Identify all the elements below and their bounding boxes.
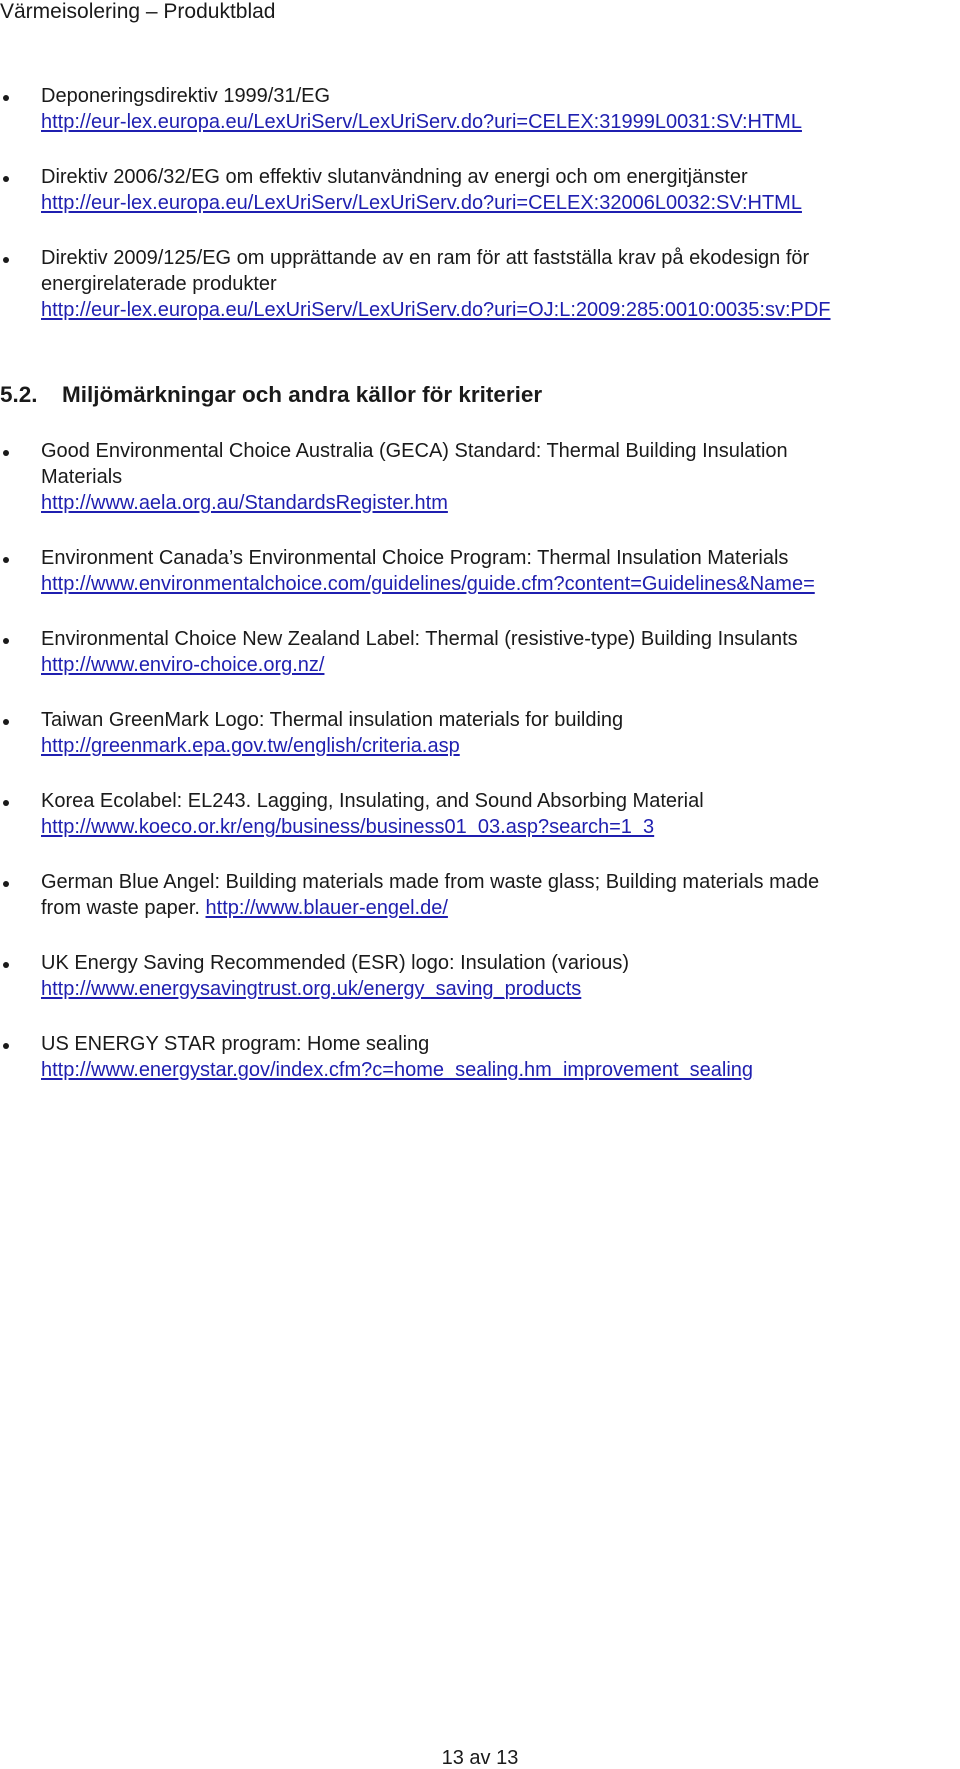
bullet-icon xyxy=(3,557,9,563)
list-item-direktiv-2009-125 xyxy=(0,245,960,323)
bullet-icon xyxy=(3,257,9,263)
eur-lex-link-2009-125[interactable]: http://eur-lex.europa.eu/LexUriServ/LexUriServ.do?uri=OJ:L:2009:285:0010:0035:sv:PDF xyxy=(41,299,831,321)
section-title: Miljömärkningar och andra källor för kriterier xyxy=(62,382,543,407)
enviro-choice-link[interactable]: http://www.enviro-choice.org.nz/ xyxy=(41,654,325,676)
item-text: Environmental Choice New Zealand Label: Thermal (resistive-type) Building Insulants xyxy=(41,628,798,650)
item-text-with-link xyxy=(41,895,960,921)
bullet-icon xyxy=(3,881,9,887)
list-item-korea-ecolabel xyxy=(0,788,960,840)
list-item-geca xyxy=(0,438,960,516)
koeco-link[interactable]: http://www.koeco.or.kr/eng/business/business01_03.asp?search=1_3 xyxy=(41,816,655,838)
bullet-icon xyxy=(3,800,9,806)
environmental-choice-link[interactable]: http://www.environmentalchoice.com/guidelines/guide.cfm?content=Guidelines&Name= xyxy=(41,573,815,595)
page-number: 13 av 13 xyxy=(441,1747,519,1769)
item-text: Taiwan GreenMark Logo: Thermal insulation materials for building xyxy=(41,709,624,731)
blauer-engel-link[interactable]: http://www.blauer-engel.de/ xyxy=(205,897,448,919)
bullet-icon xyxy=(3,1043,9,1049)
bullet-icon xyxy=(3,95,9,101)
item-text: US ENERGY STAR program: Home sealing xyxy=(41,1033,430,1055)
section-number: 5.2. xyxy=(0,382,38,407)
item-text: Deponeringsdirektiv 1999/31/EG xyxy=(41,85,331,107)
item-text: Direktiv 2006/32/EG om effektiv slutanvändning av energi och om energitjänster xyxy=(41,166,748,188)
item-text: German Blue Angel: Building materials made from waste glass; Building materials made xyxy=(41,871,820,893)
eur-lex-link-1999-31[interactable]: http://eur-lex.europa.eu/LexUriServ/LexUriServ.do?uri=CELEX:31999L0031:SV:HTML xyxy=(41,111,802,133)
list-item-us-energy-star xyxy=(0,1031,960,1083)
bullet-icon xyxy=(3,450,9,456)
section-heading xyxy=(0,380,542,410)
energysavingtrust-link[interactable]: http://www.energysavingtrust.org.uk/energy_saving_products xyxy=(41,978,582,1000)
item-text: UK Energy Saving Recommended (ESR) logo: Insulation (various) xyxy=(41,952,630,974)
geca-link[interactable]: http://www.aela.org.au/StandardsRegister.htm xyxy=(41,492,448,514)
document-header: Värmeisolering – Produktblad xyxy=(0,0,276,23)
list-item-taiwan-greenmark xyxy=(0,707,960,759)
bullet-icon xyxy=(3,176,9,182)
list-item-blue-angel xyxy=(0,869,960,921)
list-item-environment-canada xyxy=(0,545,960,597)
bullet-icon xyxy=(3,962,9,968)
list-item-deponeringsdirektiv xyxy=(0,83,960,135)
directive-list xyxy=(0,83,960,323)
item-text: energirelaterade produkter xyxy=(41,273,277,295)
item-text: Environment Canada’s Environmental Choice Program: Thermal Insulation Materials xyxy=(41,547,789,569)
bullet-icon xyxy=(3,719,9,725)
item-text: Good Environmental Choice Australia (GECA) Standard: Thermal Building Insulation xyxy=(41,440,788,462)
ecolabel-list xyxy=(0,438,960,1083)
list-item-uk-esr xyxy=(0,950,960,1002)
item-text: from waste paper. xyxy=(41,897,200,919)
item-text: Materials xyxy=(41,466,123,488)
energystar-link[interactable]: http://www.energystar.gov/index.cfm?c=home_sealing.hm_improvement_sealing xyxy=(41,1059,754,1081)
bullet-icon xyxy=(3,638,9,644)
greenmark-link[interactable]: http://greenmark.epa.gov.tw/english/criteria.asp xyxy=(41,735,460,757)
item-text: Direktiv 2009/125/EG om upprättande av en ram för att fastställa krav på ekodesign för xyxy=(41,247,810,269)
item-text: Korea Ecolabel: EL243. Lagging, Insulating, and Sound Absorbing Material xyxy=(41,790,704,812)
list-item-direktiv-2006-32 xyxy=(0,164,960,216)
list-item-new-zealand xyxy=(0,626,960,678)
eur-lex-link-2006-32[interactable]: http://eur-lex.europa.eu/LexUriServ/LexUriServ.do?uri=CELEX:32006L0032:SV:HTML xyxy=(41,192,802,214)
